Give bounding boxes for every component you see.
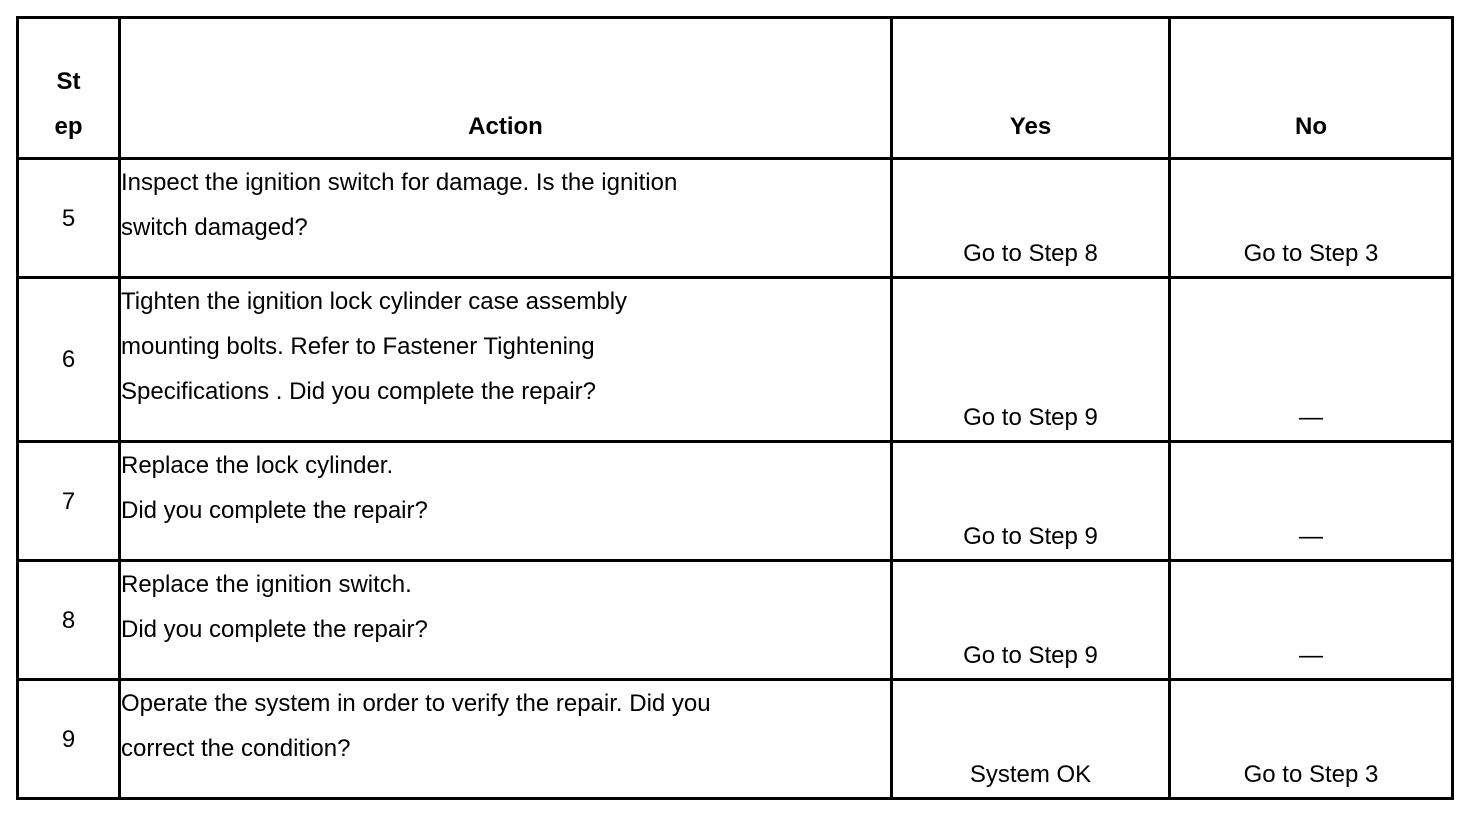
header-action: Action bbox=[120, 18, 892, 159]
table-row bbox=[18, 278, 1453, 442]
action-cell bbox=[120, 278, 892, 442]
action-cell bbox=[120, 561, 892, 680]
yes-cell: System OK bbox=[892, 680, 1170, 799]
no-cell: — bbox=[1170, 278, 1453, 442]
step-number: 5 bbox=[18, 159, 120, 278]
diagnostic-table bbox=[16, 16, 1454, 800]
action-line: Tighten the ignition lock cylinder case assembly bbox=[121, 288, 628, 315]
action-line: Replace the ignition switch. bbox=[121, 571, 412, 598]
action-line: Inspect the ignition switch for damage. Is the ignition bbox=[121, 169, 678, 196]
action-line: Replace the lock cylinder. bbox=[121, 452, 394, 479]
header-step bbox=[18, 18, 120, 159]
action-line: switch damaged? bbox=[121, 214, 308, 241]
step-number: 7 bbox=[18, 442, 120, 561]
action-cell bbox=[120, 680, 892, 799]
step-number: 6 bbox=[18, 278, 120, 442]
action-cell bbox=[120, 442, 892, 561]
header-step-line-1: St bbox=[56, 68, 81, 95]
table-row bbox=[18, 680, 1453, 799]
yes-cell: Go to Step 8 bbox=[892, 159, 1170, 278]
action-line: Specifications . Did you complete the repair? bbox=[121, 378, 596, 405]
action-line: correct the condition? bbox=[121, 735, 351, 762]
action-line: mounting bolts. Refer to Fastener Tightening bbox=[121, 333, 595, 360]
step-number: 9 bbox=[18, 680, 120, 799]
action-line: Did you complete the repair? bbox=[121, 497, 428, 524]
yes-cell: Go to Step 9 bbox=[892, 561, 1170, 680]
yes-cell: Go to Step 9 bbox=[892, 442, 1170, 561]
no-cell: Go to Step 3 bbox=[1170, 159, 1453, 278]
yes-cell: Go to Step 9 bbox=[892, 278, 1170, 442]
table-row bbox=[18, 159, 1453, 278]
step-number: 8 bbox=[18, 561, 120, 680]
action-cell bbox=[120, 159, 892, 278]
header-yes: Yes bbox=[892, 18, 1170, 159]
action-line: Did you complete the repair? bbox=[121, 616, 428, 643]
table-row bbox=[18, 561, 1453, 680]
header-step-line-2: ep bbox=[54, 113, 83, 140]
no-cell: — bbox=[1170, 561, 1453, 680]
no-cell: Go to Step 3 bbox=[1170, 680, 1453, 799]
no-cell: — bbox=[1170, 442, 1453, 561]
table-header-row bbox=[18, 18, 1453, 159]
header-no: No bbox=[1170, 18, 1453, 159]
table-row bbox=[18, 442, 1453, 561]
action-line: Operate the system in order to verify the repair. Did you bbox=[121, 690, 711, 717]
